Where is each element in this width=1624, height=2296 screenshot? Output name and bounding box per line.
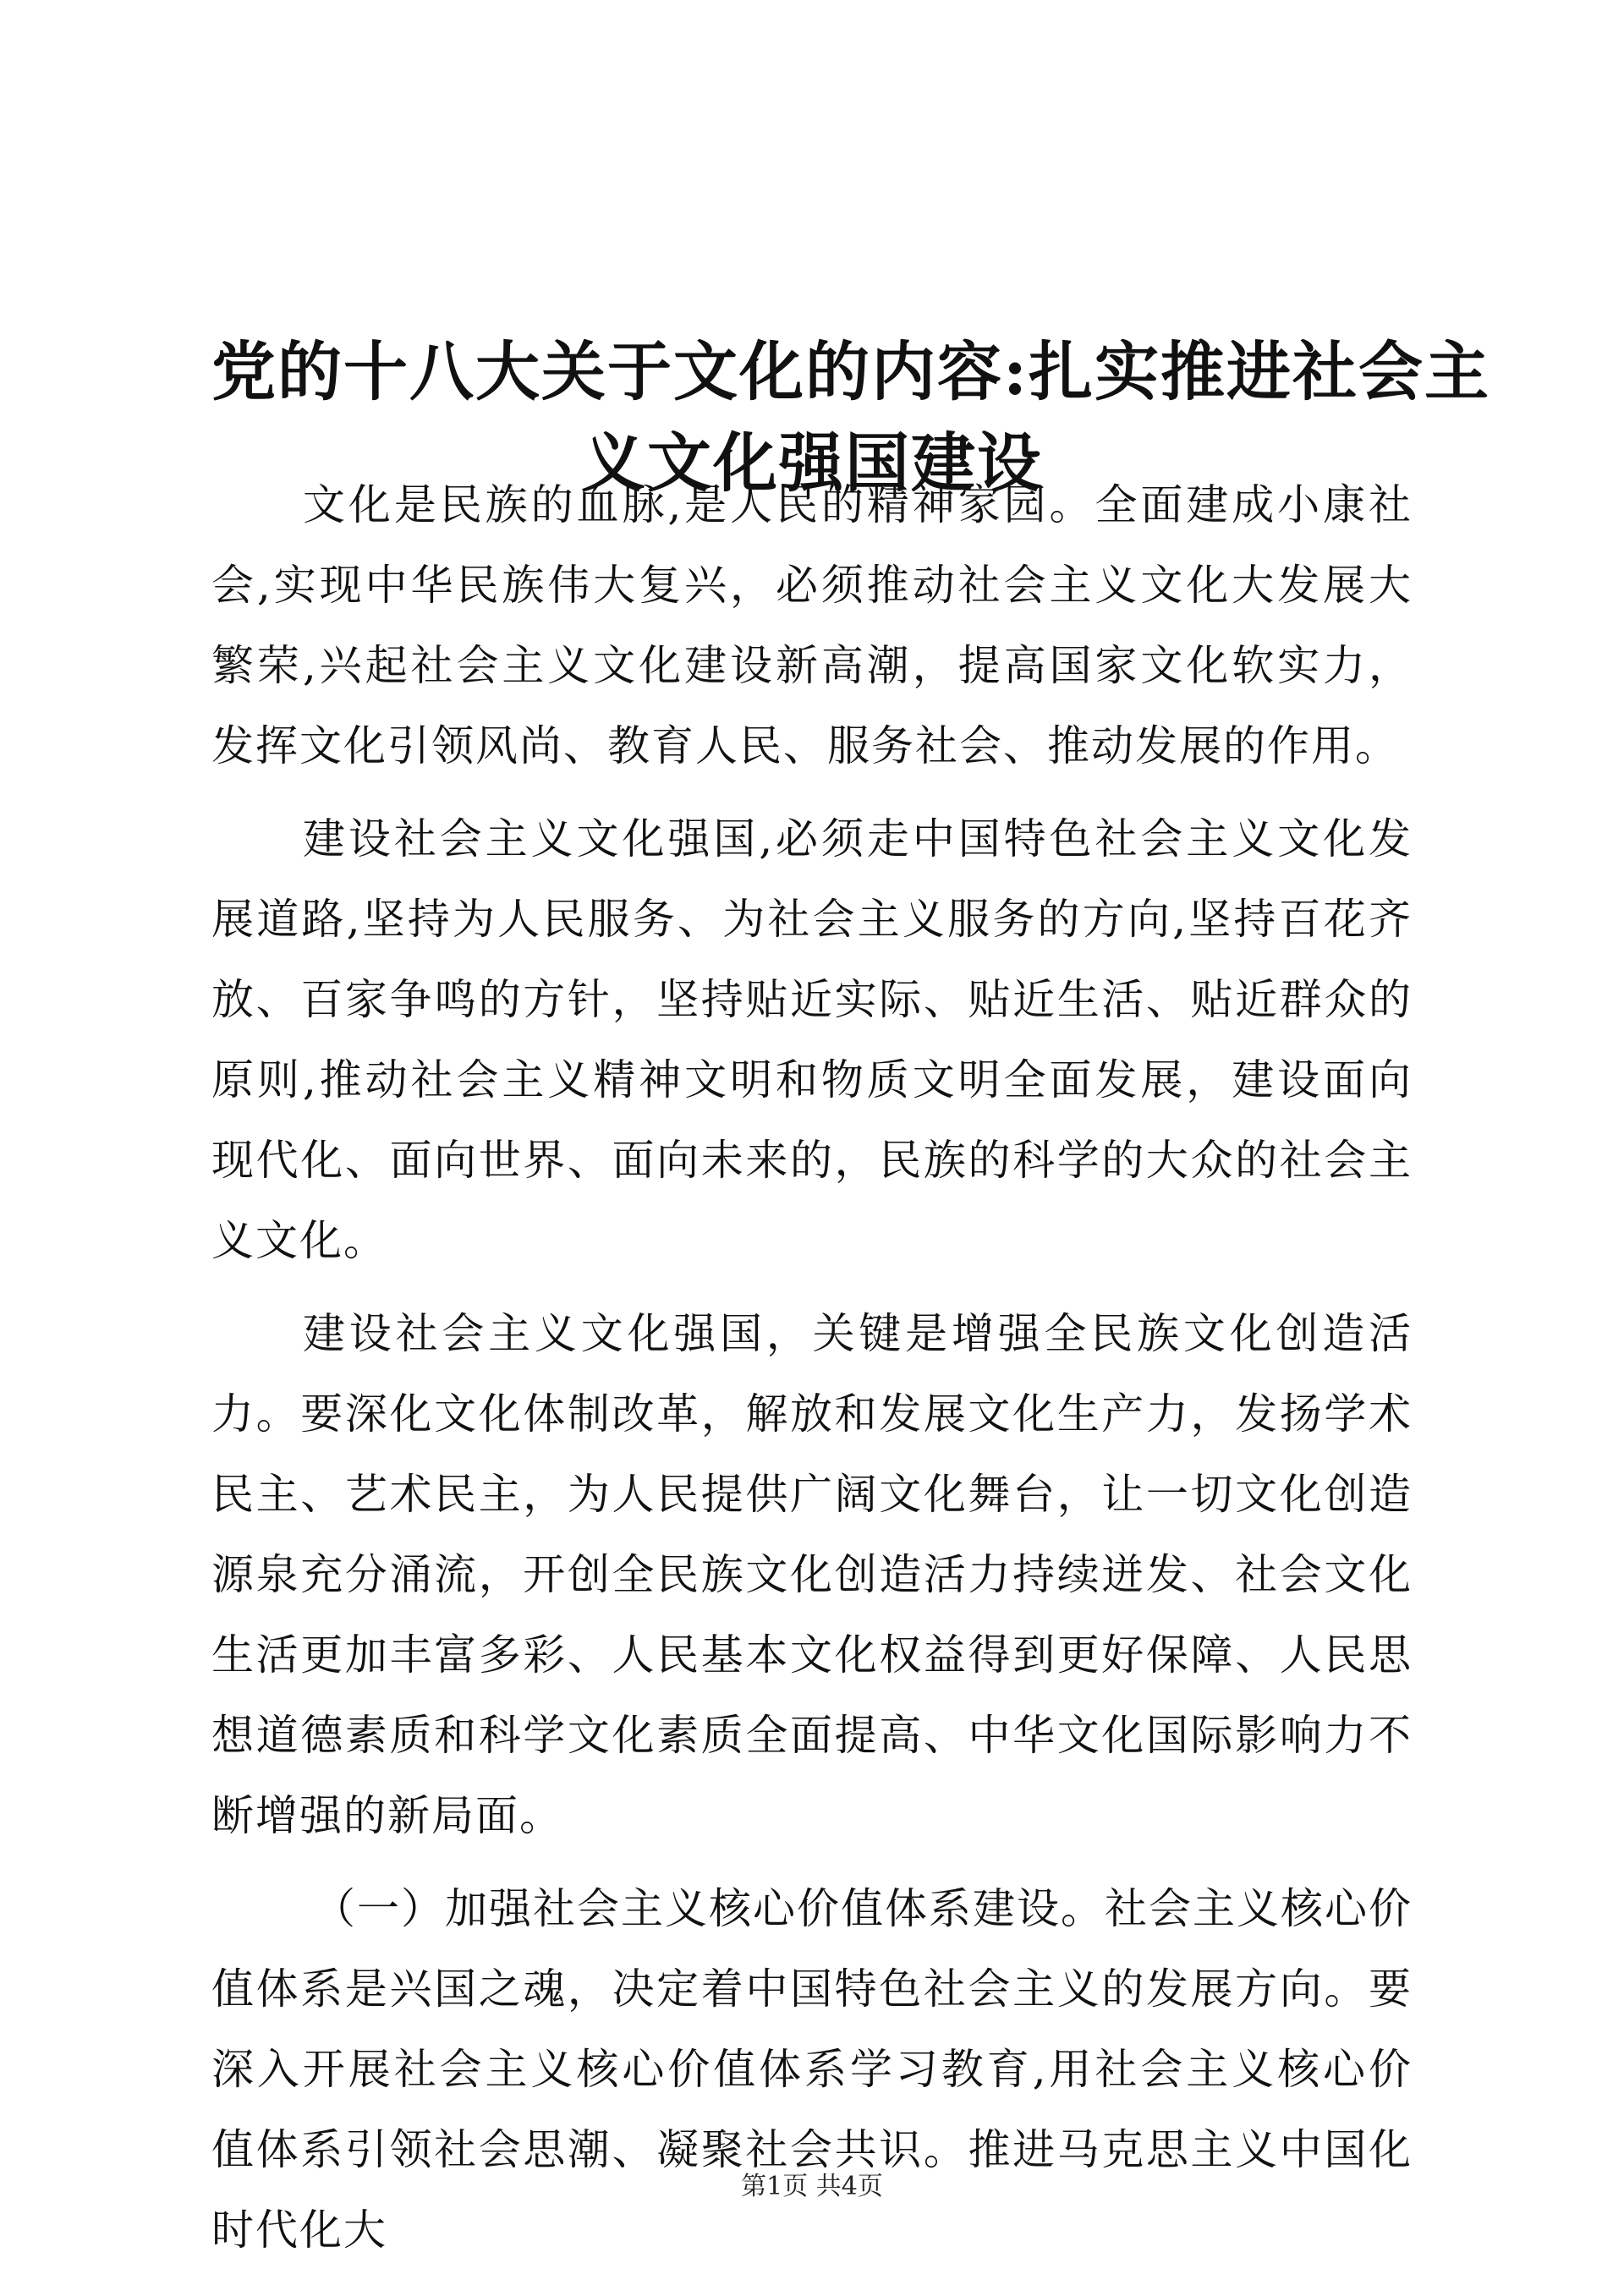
- paragraph-creative-vitality: 建设社会主义文化强国，关键是增强全民族文化创造活力。要深化文化体制改革，解放和发展文化生产力，发扬学术民主、艺术民主，为人民提供广阔文化舞台，让一切文化创造源泉充分涌流，开创全民族文化创造活力持续迸发、社会文化生活更加丰富多彩、人民基本文化权益得到更好保障、人民思想道德素质和科学文化素质全面提高、中华文化国际影响力不断增强的新局面。: [211, 1309, 1413, 1840]
- paragraph-culture-importance: 文化是民族的血脉,是人民的精神家园。全面建成小康社会,实现中华民族伟大复兴，必须推动社会主义文化大发展大繁荣,兴起社会主义文化建设新高潮，提高国家文化软实力，发挥文化引领风尚、教育人民、服务社会、推动发展的作用。: [211, 480, 1413, 770]
- title-line-2: 义文化强国建设: [581, 425, 1043, 501]
- page-footer: 第1页 共4页: [741, 2172, 883, 2201]
- title-line-1: 党的十八大关于文化的内容:扎实推进社会主: [211, 333, 1491, 409]
- paragraph-development-path: 建设社会主义文化强国,必须走中国特色社会主义文化发展道路,坚持为人民服务、为社会主义服务的方向,坚持百花齐放、百家争鸣的方针，坚持贴近实际、贴近生活、贴近群众的原则,推动社会主义精神文明和物质文明全面发展，建设面向现代化、面向世界、面向未来的，民族的科学的大众的社会主义文化。: [211, 814, 1413, 1265]
- document-body: [211, 465, 1413, 2283]
- paragraph-core-values-section: （一）加强社会主义核心价值体系建设。社会主义核心价值体系是兴国之魂，决定着中国特色社会主义的发展方向。要深入开展社会主义核心价值体系学习教育,用社会主义核心价值体系引领社会思潮、凝聚社会共识。推进马克思主义中国化时代化大: [211, 1884, 1413, 2255]
